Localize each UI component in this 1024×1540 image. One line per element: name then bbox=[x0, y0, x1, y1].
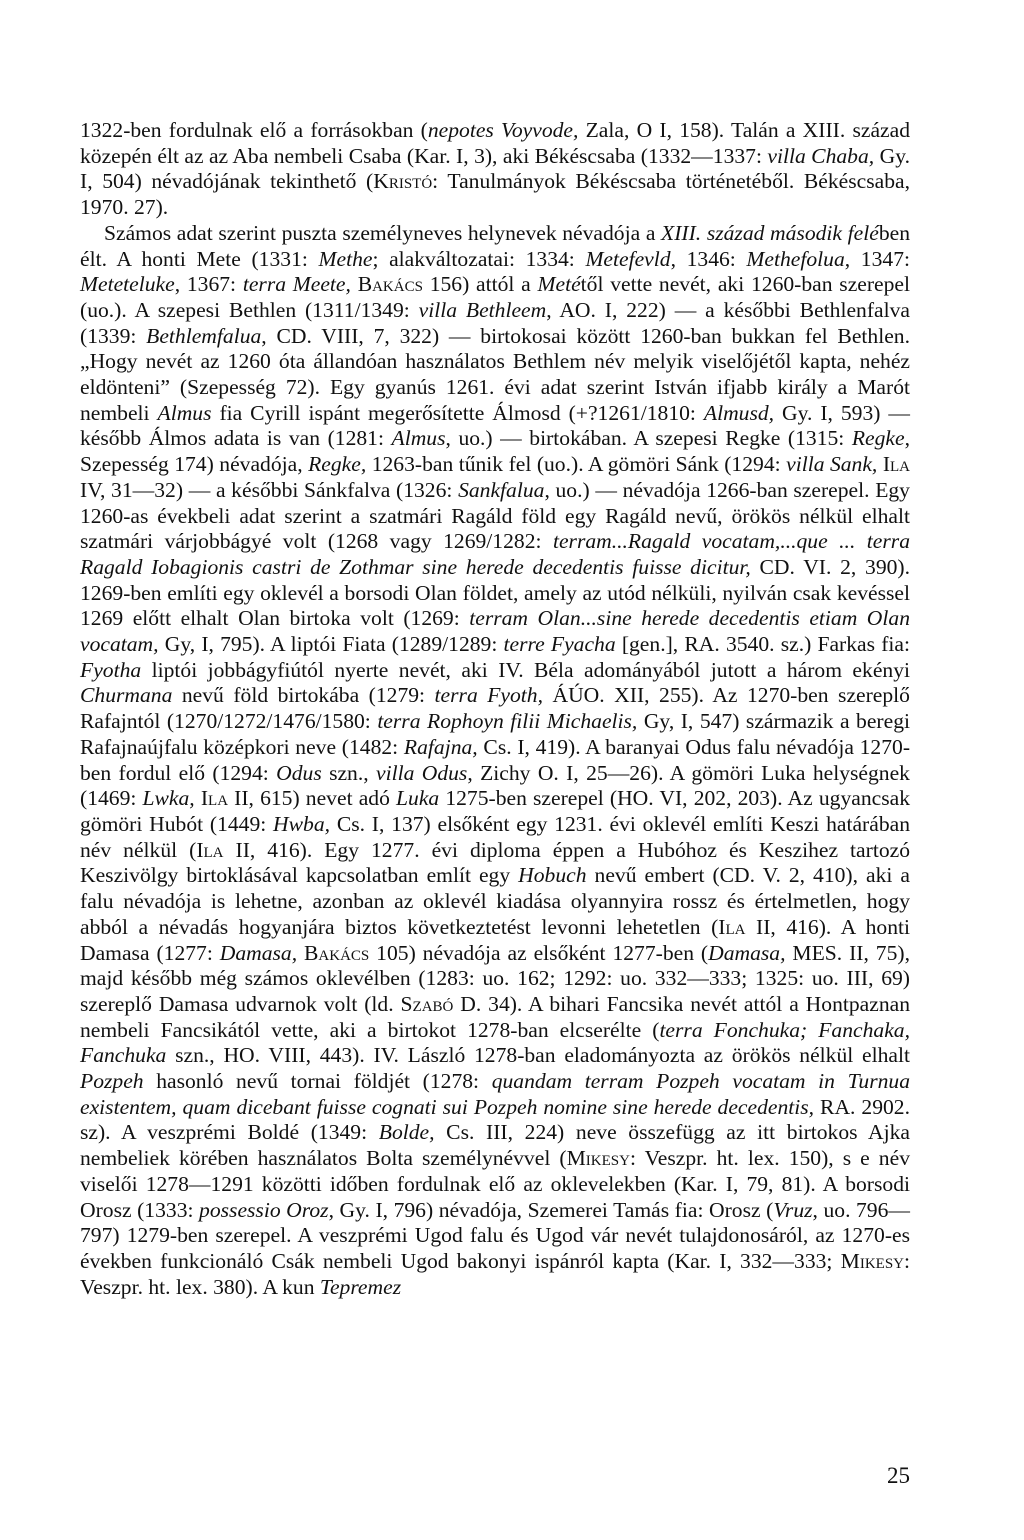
text-run: , Zichy O. I, 25—26). A gömöri Luka helységnek (1469: bbox=[80, 760, 910, 811]
paragraph bbox=[80, 118, 910, 221]
small-caps-text: Ila bbox=[718, 914, 746, 939]
italic-text: Tepremez bbox=[319, 1274, 402, 1299]
small-caps-text: Szabó bbox=[400, 991, 454, 1016]
italic-text: Damasa, bbox=[708, 940, 786, 965]
text-run: RA. 2902. sz). A veszprémi Boldé (1349: bbox=[80, 1094, 910, 1145]
text-run: , AO. I, 222) — a későbbi Bethlenfalva (1339: bbox=[80, 297, 910, 348]
italic-text: Bethlemfalua bbox=[146, 323, 262, 348]
italic-text: Fyotha bbox=[80, 657, 142, 682]
text-run: , 1346: bbox=[670, 246, 747, 271]
text-run: : Veszpr. ht. lex. 150), s e név viselői 1278—1291 közötti időben fordulnak elő az oklevelekben (Kar. I, 79, 81). A borsodi Orosz (1333: bbox=[80, 1146, 910, 1222]
italic-text: quandam terram Pozpeh vocatam in Turnua existentem, quam dicebant fuisse cognati sui Pozpeh nomine sine herede decedentis, bbox=[80, 1069, 911, 1119]
italic-text: Regke, bbox=[308, 452, 367, 477]
text-run: Cs. III, 224) neve összefügg az itt birtokos Ajka nembeliek körében használatos Bolta személynévvel ( bbox=[80, 1120, 910, 1171]
italic-text: terra Meete, bbox=[242, 272, 351, 297]
small-caps-text: Ila bbox=[200, 786, 229, 811]
body-text bbox=[80, 118, 910, 1300]
italic-text: Odus bbox=[276, 760, 322, 785]
text-run: nevű föld birtokába (1279: bbox=[172, 683, 435, 708]
text-run: szn., HO. VIII, 443). IV. László 1278-ban eladományozta az örökös nélkül elhalt bbox=[166, 1043, 910, 1068]
italic-text: Almus bbox=[157, 400, 212, 425]
text-run: fia Cyrill ispánt megerősítette Álmosd (+?1261/1810: bbox=[211, 400, 704, 425]
text-run: , uo.) — névadója 1266-ban szerepel. Egy 1260-as évekbeli adat szerint a szatmári Ragáld föld egy Ragáld nevű, örökös nélkül elhalt szatmári várjobbágyé volt (1268 vagy 1269/1282: bbox=[80, 477, 910, 554]
text-run: II, 416). A honti Damasa (1277: bbox=[80, 914, 910, 965]
italic-text: Methefolua bbox=[746, 246, 845, 271]
italic-text: Meté bbox=[537, 272, 581, 297]
text-run: , Gy. I, 796) névadója, Szemerei Tamás fia: Orosz ( bbox=[328, 1197, 774, 1222]
italic-text: terra Fyoth, bbox=[434, 683, 543, 708]
text-run: , 1347: bbox=[844, 246, 910, 271]
text-run: IV, 31—32) — a későbbi Sánkfalva (1326: bbox=[80, 477, 459, 502]
paragraph bbox=[80, 221, 910, 1301]
text-run: , 1367: bbox=[174, 272, 243, 297]
italic-text: Hwba, bbox=[273, 811, 331, 836]
small-caps-text: Bakács bbox=[357, 272, 423, 297]
text-run: Cs. I, 137) elsőként egy 1231. évi oklevél említi Keszi határában név nélkül ( bbox=[80, 811, 910, 862]
small-caps-text: Bakács bbox=[304, 940, 370, 965]
text-run: , uo.) — birtokában. A szepesi Regke (1315: bbox=[445, 426, 852, 451]
text-run: liptói jobbágyfiútól nyerte nevét, aki IV. Béla adományából jutott a három ekényi bbox=[141, 657, 910, 682]
small-caps-text: Kristó bbox=[373, 169, 433, 194]
text-run: ÁÚO. XII, 255). Az 1270-ben szereplő Rafajntól (1270/1272/1476/1580: bbox=[80, 683, 910, 734]
italic-text: Vruz bbox=[773, 1197, 813, 1222]
italic-text: Meteteluke bbox=[80, 272, 175, 297]
text-run bbox=[351, 272, 358, 296]
text-run: 1275-ben szerepel (HO. VI, 202, 203). Az ugyancsak gömöri Hubót (1449: bbox=[80, 786, 911, 836]
italic-text: villa Odus bbox=[376, 760, 468, 785]
italic-text: nepotes Voyvode, bbox=[427, 118, 579, 142]
text-run: től vette nevét, aki 1260-ban szerepel (uo.). A szepesi Bethlen (1311/1349: bbox=[80, 272, 911, 322]
text-run: Cs. I, 419). A baranyai Odus falu névadója 1270-ben fordul elő (1294: bbox=[80, 734, 911, 785]
italic-text: villa Sank, bbox=[786, 452, 878, 477]
text-run: , uo. 796—797) 1279-ben szerepel. A veszprémi Ugod falu és Ugod vár nevét tulajdonosáról, az 1270-es években funkcionáló Csák nembeli Ugod bakonyi ispánról kapta (Kar. I, 332—333; bbox=[80, 1197, 910, 1273]
text-run: nevű embert (CD. V. 2, 410), aki a falu névadója is lehetne, azonban az oklevél kiadása olyannyira rossz és értelmetlen, hogy abból a névadás hogyanjára biztos következtetést levonni lehetetlen ( bbox=[80, 863, 910, 939]
small-caps-text: Ila bbox=[882, 452, 911, 477]
text-run: Számos adat szerint puszta személyneves helynevek névadója a bbox=[104, 220, 662, 245]
italic-text: terra Fonchuka; Fanchaka, Fanchuka bbox=[80, 1017, 910, 1068]
text-run: CD. VI. 2, 390). 1269-ben említi egy oklevél a borsodi Olan földet, amely az utód nélküli, nyilván csak kevéssel 1269 előtt elhalt Olan birtoka volt (1269: bbox=[80, 554, 910, 631]
text-run: II, 615) nevet adó bbox=[228, 786, 397, 811]
text-run: 156) attól a bbox=[422, 272, 538, 297]
italic-text: possessio Oroz bbox=[199, 1197, 329, 1222]
text-run: MES. II, 75), majd később még számos oklevélben (1283: uo. 162; 1292: uo. 332—333; 1325: uo. III, 69) szereplő Damasa udvarnok volt (ld. bbox=[80, 940, 910, 1016]
italic-text: Damasa, bbox=[219, 940, 298, 965]
italic-text: Churmana bbox=[80, 683, 173, 708]
text-run: 1322-ben fordulnak elő a forrásokban ( bbox=[80, 118, 428, 142]
text-run: hasonló nevű tornai földjét (1278: bbox=[143, 1069, 492, 1094]
italic-text: Bolde, bbox=[378, 1120, 435, 1145]
text-run: : Tanulmányok Békéscsaba történetéből. Békéscsaba, 1970. 27). bbox=[80, 169, 910, 220]
small-caps-text: Ila bbox=[196, 837, 224, 862]
text-run: ; alakváltozatai: 1334: bbox=[372, 246, 586, 271]
italic-text: terram Olan...sine herede decedentis etiam Olan vocatam, bbox=[80, 606, 910, 657]
text-run: 1263-ban tűnik fel (uo.). A gömöri Sánk (1294: bbox=[366, 452, 787, 477]
text-run: szn., bbox=[321, 760, 377, 785]
italic-text: Methe bbox=[318, 246, 373, 271]
italic-text: Pozpeh bbox=[80, 1069, 144, 1094]
italic-text: terra Rophoyn filii Michaelis, bbox=[377, 709, 638, 734]
text-run: Gy. I, 593) — később Álmos adata is van (1281: bbox=[80, 400, 911, 451]
text-run: [gen.], RA. 3540. sz.) Farkas fia: bbox=[615, 632, 910, 657]
italic-text: terram...Ragald vocatam,...que ... terra Ragald Iobagionis castri de Zothmar sine herede decedentis fuisse dicitur, bbox=[80, 529, 910, 579]
text-run: Gy. I, 504) névadójának tekinthető ( bbox=[80, 143, 910, 194]
text-run: Gy, I, 547) származik a beregi Rafajnaújfalu középkori neve (1482: bbox=[80, 709, 910, 759]
text-run: , CD. VIII, 7, 322) — birtokosai között 1260-ban bukkan fel Bethlen. „Hogy nevét az 1260 óta állandóan használatos Bethlem név melyik viselőjétől kapta, nehéz eldönteni” (Szepesség 72). Egy gyanús 1261. évi adat szerint István ifjabb király a Marót nembeli bbox=[80, 323, 910, 425]
italic-text: Metefevld bbox=[585, 246, 671, 271]
text-run: : Veszpr. ht. lex. 380). A kun bbox=[80, 1248, 910, 1299]
page-number: 25 bbox=[887, 1463, 910, 1488]
text-run bbox=[297, 941, 304, 965]
text-run: II, 416). Egy 1277. évi diploma éppen a Hubóhoz és Keszihez tartozó Keszivölgy birtoklásával kapcsolatban említ egy bbox=[80, 837, 911, 888]
text-run: Gy, I, 795). A liptói Fiata (1289/1289: bbox=[158, 632, 504, 657]
italic-text: Luka bbox=[396, 786, 440, 811]
text-run: Zala, O I, 158). Talán a XIII. század közepén élt az az Aba nembeli Csaba (Kar. I, 3), aki Békéscsaba (1332—1337: bbox=[80, 118, 910, 168]
italic-text: Regke bbox=[851, 426, 905, 451]
small-caps-text: Mikesy bbox=[566, 1146, 630, 1171]
italic-text: terre Fyacha bbox=[503, 632, 616, 657]
italic-text: villa Chaba, bbox=[767, 143, 875, 168]
text-run: , Szepesség 174) névadója, bbox=[80, 426, 910, 477]
italic-text: XIII. század második felé bbox=[661, 220, 879, 245]
italic-text: Lwka, bbox=[142, 786, 195, 811]
text-run: 105) névadója az elsőként 1277-ben ( bbox=[369, 940, 709, 965]
text-run: ben élt. A honti Mete (1331: bbox=[80, 220, 910, 271]
small-caps-text: Mikesy bbox=[840, 1248, 904, 1273]
italic-text: Almus bbox=[391, 426, 446, 451]
text-run: D. 34). A bihari Fancsika nevét attól a Hontpaznan nembeli Fancsikától vette, aki a birtokot 1278-ban elcserélte ( bbox=[80, 991, 911, 1042]
italic-text: Sankfalua bbox=[458, 477, 545, 502]
italic-text: villa Bethleem bbox=[418, 297, 547, 322]
italic-text: Hobuch bbox=[518, 863, 587, 888]
italic-text: Almusd, bbox=[703, 400, 775, 425]
italic-text: Rafajna, bbox=[403, 734, 478, 759]
